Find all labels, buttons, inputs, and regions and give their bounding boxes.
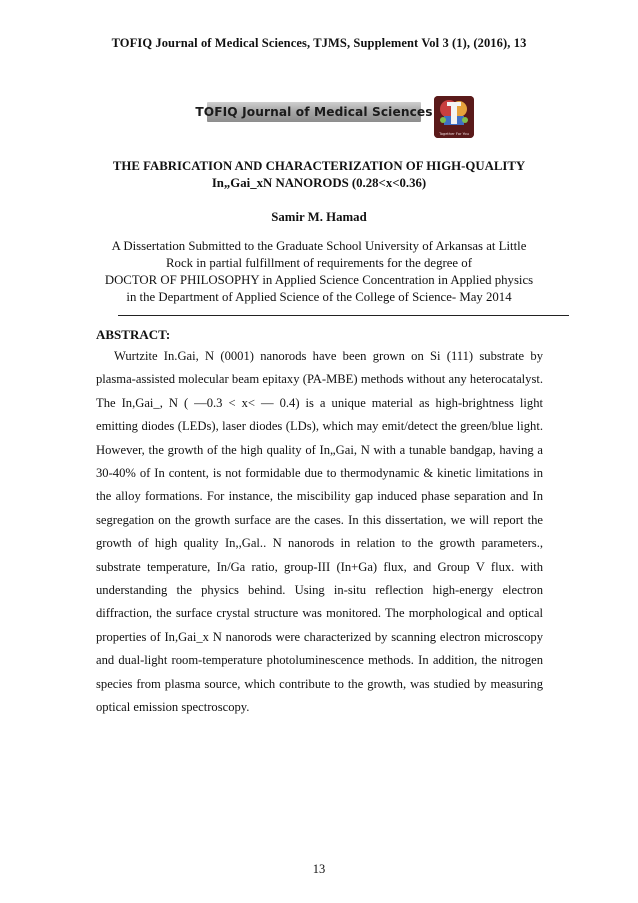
journal-logo-banner [195,102,433,122]
paper-title [0,158,638,191]
paper-title-line-2: In„Gai_xN NANORODS (0.28<x<0.36) [211,175,427,190]
dissertation-line-2: Rock in partial fulfillment of requirements for the degree of [166,256,472,270]
author-name: Samir M. Hamad [271,210,367,224]
paper-title-line-1: THE FABRICATION AND CHARACTERIZATION OF HIGH-QUALITY [112,159,526,173]
journal-logo-text: TOFIQ Journal of Medical Sciences [195,105,433,119]
dissertation-line-3: DOCTOR OF PHILOSOPHY in Applied Science Concentration in Applied physics [104,273,534,287]
section-divider [118,315,569,316]
abstract-heading: ABSTRACT: [96,327,171,342]
dissertation-line-1: A Dissertation Submitted to the Graduate School University of Arkansas at Little [111,239,527,253]
dissertation-statement [90,238,548,306]
abstract-body: Wurtzite In.Gai, N (0001) nanorods have been grown on Si (111) substrate by plasma-assisted molecular beam epitaxy (PA-MBE) methods without any heterocatalyst. The In,Gai_, N ( —0.3 < x< — 0.4) is a unique material as high-brightness light emitting diodes (LEDs), laser diodes (LDs), which may emit/detect the green/blue light. However, the growth of the high quality of In„Gai, N with a tunable bandgap, having a 30-40% of In content, is not formidable due to thermodynamic & kinetic limitations in the alloy formations. For instance, the miscibility gap induced phase separation and In segregation on the growth surface are the cases. In this dissertation, we will report the growth of high quality In,,Gal.. N nanorods in relation to the growth parameters., substrate temperature, In/Ga ratio, group-III (In+Ga) flux, and Group V flux. with understanding the physics behind. Using in-situ reflection high-energy electron diffraction, the surface crystal structure was monitored. The morphological and optical properties of In,Gai_x N nanorods were characterized by scanning electron microscopy and dual-light room-temperature photoluminescence methods. In addition, the nitrogen species from plasma source, which contribute to the growth, was studied by measuring optical emission spectroscopy. [96,349,543,715]
journal-emblem-icon [434,96,474,138]
journal-logo [0,96,638,140]
journal-emblem-tagline: Together For You [439,132,469,136]
running-header: TOFIQ Journal of Medical Sciences, TJMS, Supplement Vol 3 (1), (2016), 13 [111,36,527,50]
dissertation-line-4: in the Department of Applied Science of the College of Science- May 2014 [126,290,512,304]
page-number: 13 [312,862,326,876]
